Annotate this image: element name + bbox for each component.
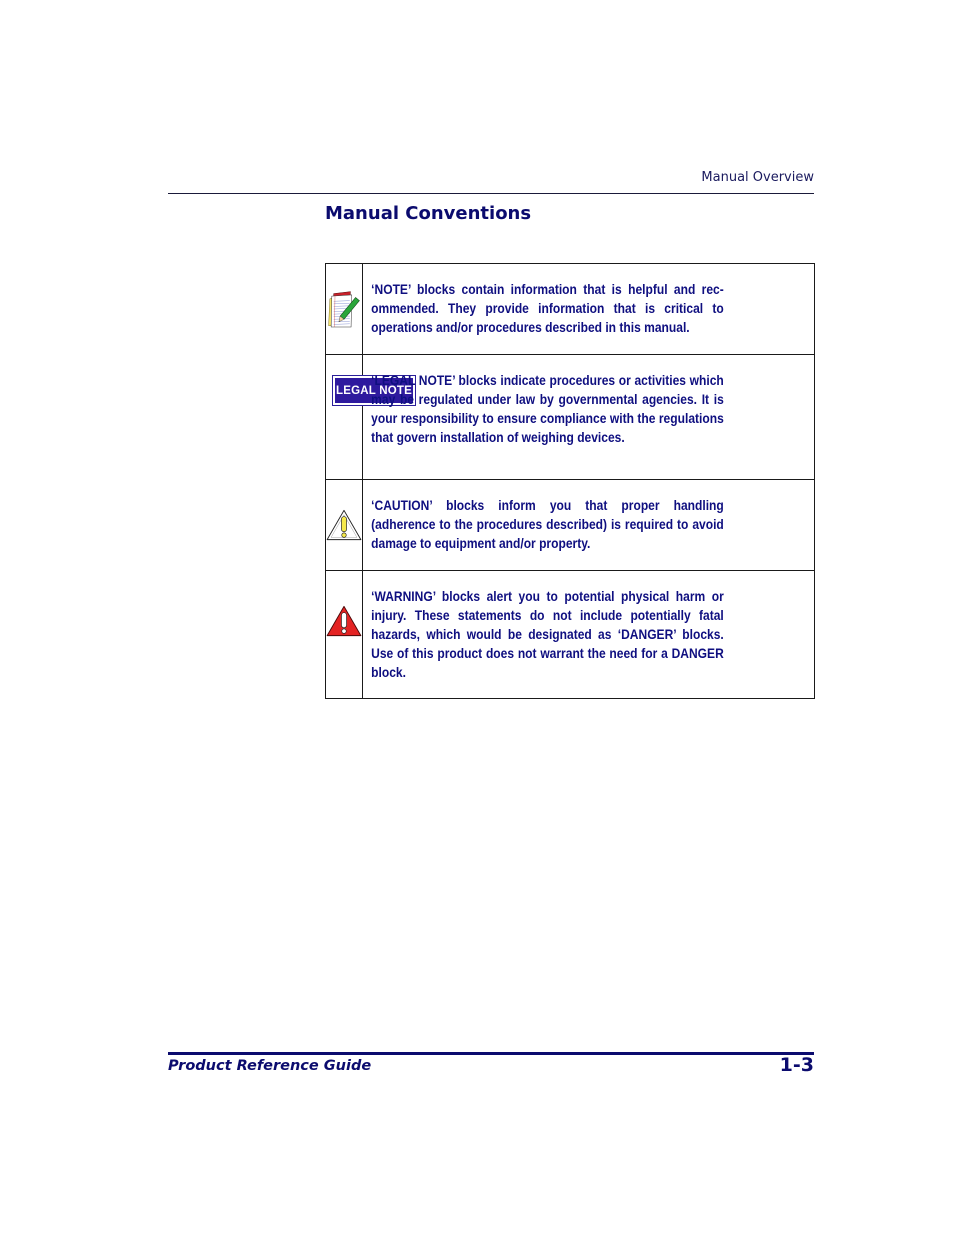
conventions-table — [325, 263, 815, 699]
footer-guide-title: Product Reference Guide — [168, 1058, 372, 1074]
section-title: Manual Conventions — [325, 203, 532, 224]
convention-row-caution — [326, 480, 815, 571]
note-pad-pencil-icon — [326, 279, 362, 339]
convention-row-legal-note — [326, 355, 815, 480]
warning-description: ‘WARNING’ blocks alert you to potential physical harm or injury. These statements do not include potentially fatal hazards, which would be designated as ‘DANGER’ blocks. Use of this product does not warrant the need for a DANGER block. — [363, 571, 752, 699]
caution-triangle-icon — [326, 496, 362, 554]
convention-row-warning — [326, 571, 815, 699]
note-icon-cell — [326, 264, 363, 355]
legal-note-icon-cell — [326, 355, 412, 480]
legal-note-description: ‘LEGAL NOTE’ blocks indicate procedures or activities which may be regulated under law by governmental agencies. It is your responsibility to ensure compliance with the regulations that govern installation of weighing devices. — [363, 355, 752, 480]
convention-row-note — [326, 264, 815, 355]
caution-icon-cell — [326, 480, 363, 571]
running-header: Manual Overview — [701, 170, 814, 185]
page-number: 1-3 — [779, 1054, 814, 1076]
warning-triangle-icon — [326, 592, 362, 650]
header-rule — [168, 193, 814, 194]
note-description: ‘NOTE’ blocks contain information that is helpful and rec-ommended. They provide information that is critical to operations and/or procedures described in this manual. — [363, 264, 752, 355]
legal-note-badge-label: LEGAL NOTE — [335, 378, 413, 403]
warning-icon-cell — [326, 571, 363, 699]
caution-description: ‘CAUTION’ blocks inform you that proper handling (adherence to the procedures described) is required to avoid damage to equipment and/or property. — [363, 480, 752, 571]
